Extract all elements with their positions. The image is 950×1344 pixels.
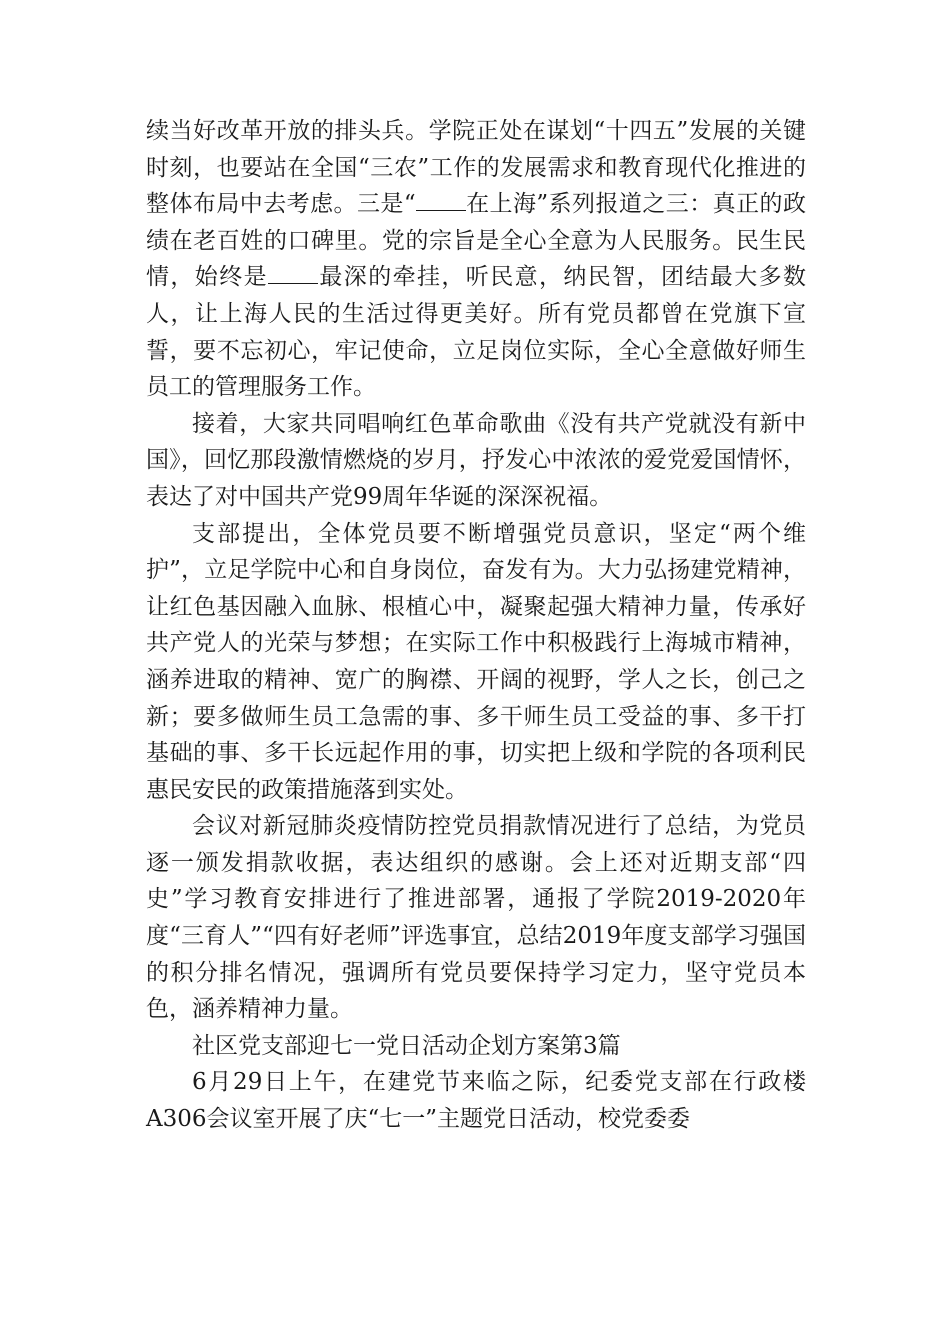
paragraph-1-part-a: 续当好改革开放的排头兵。学院正处在谋划“十四五”发展的关键时刻，也要站在全国“三农”工作的发展需求和教育现代化推进的整体布局中去考虑。三是“	[146, 118, 806, 218]
fill-blank-2	[268, 263, 318, 285]
paragraph-2: 接着，大家共同唱响红色革命歌曲《没有共产党就没有新中国》，回忆那段激情燃烧的岁月，抒发心中浓浓的爱党爱国情怀，表达了对中国共产党99周年华诞的深深祝福。	[146, 410, 806, 510]
paragraph-4: 会议对新冠肺炎疫情防控党员捐款情况进行了总结，为党员逐一颁发捐款收据，表达组织的感谢。会上还对近期支部“四史”学习教育安排进行了推进部署，通报了学院2019-2020年度“三育人”“四有好老师”评选事宜，总结2019年度支部学习强国的积分排名情况，强调所有党员要保持学习定力，坚守党员本色，涵养精神力量。	[146, 813, 806, 1023]
paragraph-1-part-c: 最深的牵挂，听民意，纳民智，团结最大多数人，让上海人民的生活过得更美好。所有党员都曾在党旗下宣誓，要不忘初心，牢记使命，立足岗位实际，全心全意做好师生员工的管理服务工作。	[146, 264, 807, 401]
fill-blank-1	[416, 190, 466, 212]
document-page	[146, 113, 806, 1138]
paragraph-1-part-b: 在上海”系列报道之三：真正的政绩在老百姓的口碑里。党的宗旨是全心全意为人民服务。民生民情，始终是	[146, 191, 806, 291]
paragraph-5: 6月29日上午，在建党节来临之际，纪委党支部在行政楼A306会议室开展了庆“七一”主题党日活动，校党委委	[146, 1069, 806, 1133]
section-heading: 社区党支部迎七一党日活动企划方案第3篇	[192, 1032, 621, 1059]
paragraph-3: 支部提出，全体党员要不断增强党员意识，坚定“两个维护”，立足学院中心和自身岗位，奋发有为。大力弘扬建党精神，让红色基因融入血脉、根植心中，凝聚起强大精神力量，传承好共产党人的光荣与梦想；在实际工作中积极践行上海城市精神，涵养进取的精神、宽广的胸襟、开阔的视野，学人之长，创己之新；要多做师生员工急需的事、多干师生员工受益的事、多干打基础的事、多干长远起作用的事，切实把上级和学院的各项利民惠民安民的政策措施落到实处。	[146, 520, 806, 803]
paragraph-1	[146, 113, 806, 406]
